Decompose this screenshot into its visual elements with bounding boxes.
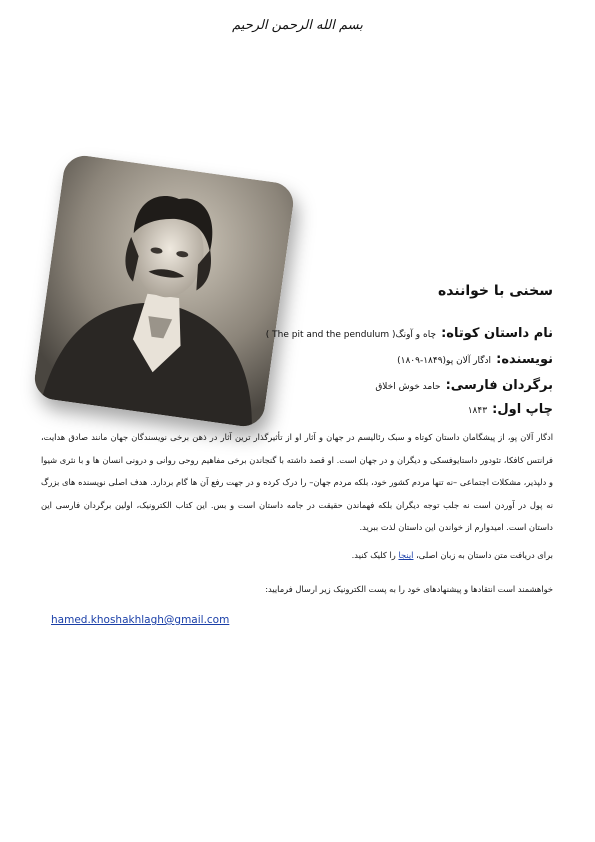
portrait-image bbox=[32, 153, 296, 429]
original-text-note-after: را کلیک کنید. bbox=[351, 550, 396, 560]
heading-note-to-reader: سخنی با خواننده bbox=[438, 283, 553, 299]
first-print-line bbox=[468, 398, 553, 417]
first-print-label: چاپ اول: bbox=[492, 402, 553, 417]
original-text-note bbox=[352, 550, 553, 560]
email-line bbox=[51, 614, 229, 626]
translator-label: برگردان فارسی: bbox=[445, 378, 553, 393]
basmala-calligraphy: بسم الله الرحمن الرحیم bbox=[232, 18, 363, 33]
story-title-value: چاه و آونگ( The pit and the pendulum ) bbox=[265, 330, 437, 340]
first-print-value: ۱۸۴۳ bbox=[467, 406, 488, 416]
translator-line bbox=[375, 374, 553, 393]
story-title-label: نام داستان کوتاه: bbox=[441, 326, 553, 341]
email-link[interactable]: hamed.khoshakhlagh@gmail.com bbox=[51, 614, 230, 626]
intro-paragraph: ادگار آلان پو، از پیشگامان داستان کوتاه و سبک رئالیسم در جهان و آثار او از تأثیرگذار ترین آثار در ذهن برخی نویسندگان جهان مانند صادق هدایت، فرانتس کافکا، تئودور داستایوفسکی و دیگران و در جهان است. او قصد داشته با گنجاندن برخی مفاهیم روحی روانی و درونی انسان ها و با نثری شیوا و دلپذیر، مشکلات اجتماعی –نه تنها مردم کشور خود، بلکه مردم جهان– را درک کرده و در جهت رفع آن ها گام بردارد. هدف اصلی نویسنده های بزرگ نه پول در آوردن است نه جلب توجه دیگران بلکه فهماندن حقیقت در جامه داستان است و بس. این کتاب الکترونیک، اولین برگردان فارسی این داستان است. امیدوارم از خواندن این داستان لذت ببرید. bbox=[41, 432, 553, 533]
original-text-link[interactable]: اینجا bbox=[398, 550, 414, 560]
story-title-line bbox=[266, 322, 553, 341]
author-line bbox=[397, 348, 553, 367]
author-portrait bbox=[32, 153, 296, 429]
author-value: ادگار آلان پو(۱۸۴۹-۱۸۰۹) bbox=[397, 356, 492, 366]
feedback-note: خواهشمند است انتقادها و پیشنهادهای خود را به پست الکترونیک زیر ارسال فرمایید: bbox=[265, 584, 553, 594]
author-label: نویسنده: bbox=[496, 352, 553, 367]
translator-value: حامد خوش اخلاق bbox=[375, 382, 441, 392]
original-text-note-before: برای دریافت متن داستان به زبان اصلی، bbox=[416, 550, 553, 560]
